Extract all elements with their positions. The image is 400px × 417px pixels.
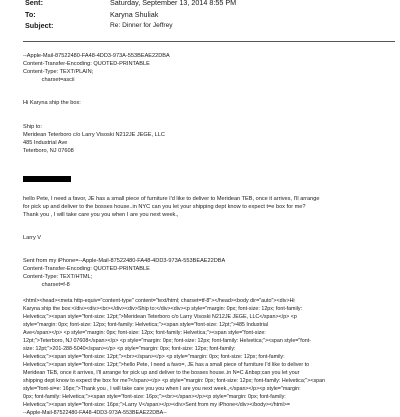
subject-value: Re: Dinner for Jeffrey xyxy=(110,22,173,29)
html-source-line: Karyna ship the box:</div><div><br></div><div>Ship to:</div><div><p style="margin: 0px; font-size: 12px; font-family: xyxy=(23,306,303,312)
message-line: Thank you , I will take care you you when I are you next week., xyxy=(23,212,179,218)
message-line: for pick up and deliver to the bosses house..in NYC can you let your shipping dept know to expect t=e box for me? xyxy=(23,204,306,210)
to-value: Karyna Shuliak xyxy=(110,10,159,19)
ship-to-line: Meridean Teterboro c/o Larry Visoski N212JE JEGE, LLC xyxy=(23,132,165,138)
html-source-line: 0px; font-family: Helvetica;"><span style="font-size: 16px;"><br></span></p><p style="margin: 0px; font-family: xyxy=(23,394,286,400)
to-label: To: xyxy=(25,10,36,19)
mime-line: Content-Type: TEXT/PLAIN; xyxy=(23,69,94,75)
greeting-line: Hi Karyna ship the box: xyxy=(23,100,81,106)
html-source-line: Helvetica;"><span style="font-size: 12pt;">hello Pete, I need a favo=, JE has a small piece of furniture I'd like to deliver to xyxy=(23,362,310,368)
sent-value: Saturday, September 13, 2014 8:55 PM xyxy=(110,0,237,7)
signature-line: Larry V xyxy=(23,235,42,241)
html-source-line: Helvetica;"><span style="font-size: 12pt;">Meridean Teterboro c/o Larry Visoski N212JE JEGE, LLC</span></p> <p xyxy=(23,314,297,320)
html-source-line: size: 12pt;">201-288-5040</span></p> <p style="margin: 0px; font-size: 12px; font-family: xyxy=(23,346,236,352)
html-source-line: 12pt;">Teterboro, NJ 07608</span></p> <p style="margin: 0px; font-size: 12px; font-family: Helvetica;"><span style="font- xyxy=(23,338,311,344)
mime-line: Content-Transfer-Encoding: QUOTED-PRINTABLE xyxy=(23,61,150,67)
header-divider xyxy=(23,41,395,42)
mime-line: --Apple-Mail-87522480-FA48-4DD3-973A-553BEAE22DBA xyxy=(23,53,170,59)
html-source-line: --Apple-Mail-87522480-FA48-4DD3-973A-553BEAE22DBA-- xyxy=(23,410,167,416)
mime-line: Content-Transfer-Encoding: QUOTED-PRINTABLE xyxy=(23,266,150,272)
ship-to-line: Teterboro, NJ 07608 xyxy=(23,148,74,154)
html-source-line: shipping dept know to expect the box for me?</span></p> <p style="margin: 0px; font-size: 12px; font-family: Helvetica;"><span xyxy=(23,378,326,384)
sent-label: Sent: xyxy=(25,0,43,7)
html-source-line: <html><head><meta http-equiv="content-type" content="text/html; charset=tf-8"></head><body dir="auto"><div>Hi xyxy=(23,298,295,304)
html-source-line: Helvetica;"><span style="font-size: 16px;">Larry V</span></p><div>Sent from my iPhone</div></body></html>= xyxy=(23,402,290,408)
mime-line: Content-Type: TEXT/HTML; xyxy=(23,274,93,280)
html-source-line: style="margin: 0px; font-size: 12px; font-family: Helvetica;"><span style="font-size: 12pt;">485 Industrial xyxy=(23,322,269,328)
html-source-line: Meridean TEB, once it arrives, I'll arrange for pick up and deliver to the bosses house..in N=C &nbsp;can you let your xyxy=(23,370,300,376)
html-source-line: Helvetica;"><span style="font-size: 12pt;"><br></span></p> <p style="margin: 0px; font-size: 12px; font-family: xyxy=(23,354,285,360)
subject-label: Subject: xyxy=(25,21,54,30)
redaction-bar xyxy=(23,176,71,182)
mime-line: Sent from my iPhone=--Apple-Mail-87522480-FA48-4DD3-973A-553BEAE22DBA xyxy=(23,258,226,264)
mime-line: charset=ascii xyxy=(23,77,75,83)
message-line: hello Pete, I need a favor, JE has a small piece of furniture I'd like to deliver to Meridean TEB, once it arrives, I'll arrange xyxy=(23,196,320,202)
html-source-line: style="font-si=e: 16px;">Thank you , I will take care you you when I are you next week.,</span></p><p style="margin: xyxy=(23,386,301,392)
mime-line: charset=f-8 xyxy=(23,282,70,288)
html-source-line: Ave</span></p> <p style="margin: 0px; font-size: 12px; font-family: Helvetica;"><span style="font-size: xyxy=(23,330,266,336)
ship-to-line: 485 Industrial Ave xyxy=(23,140,68,146)
ship-to-line: Ship to: xyxy=(23,124,42,130)
